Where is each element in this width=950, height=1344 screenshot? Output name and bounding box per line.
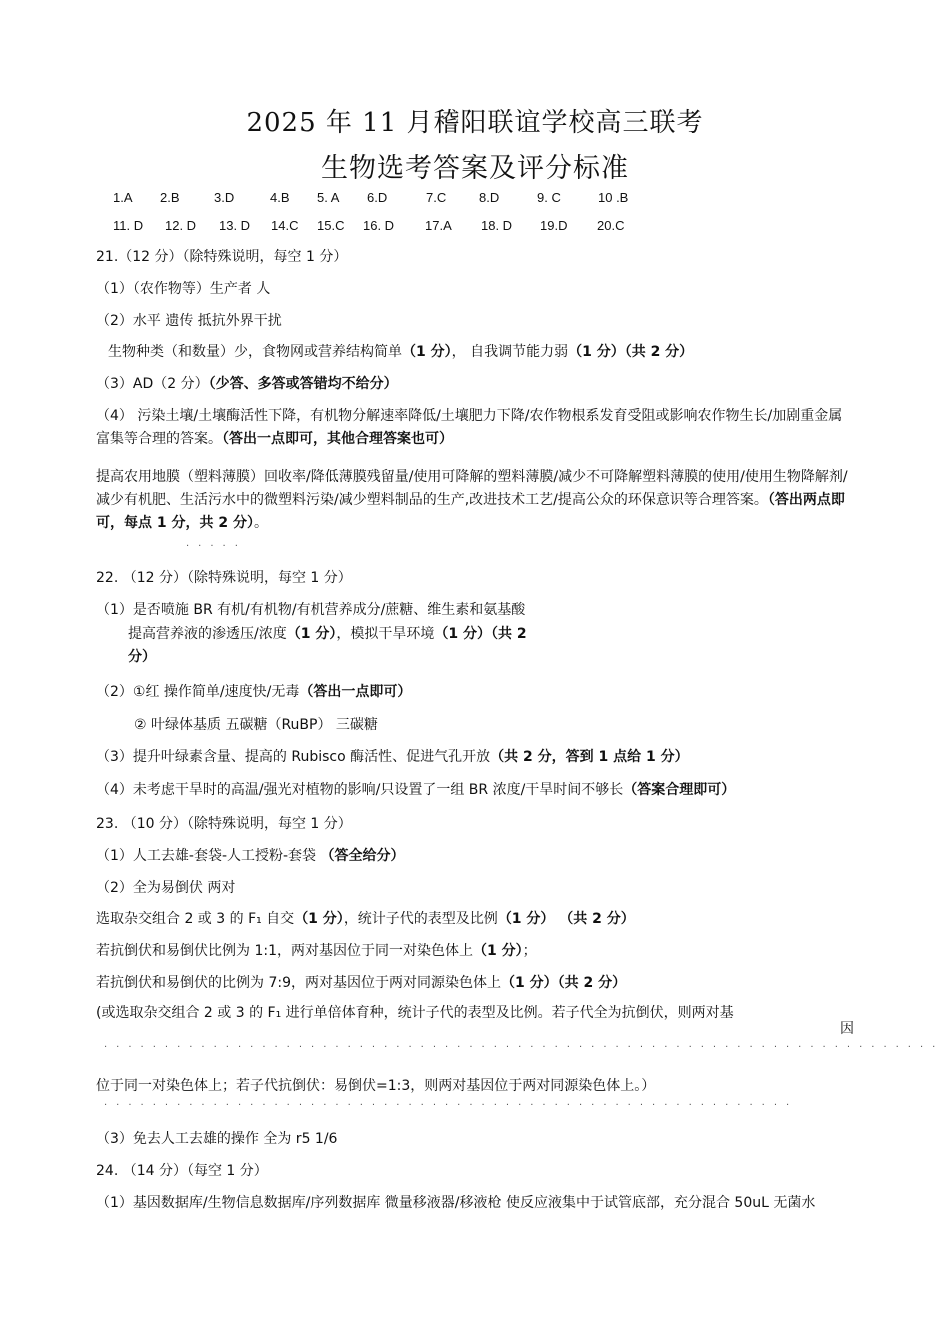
q24-header: 24. （14 分）（每空 1 分） (96, 1163, 268, 1179)
answer-item: 7.C (426, 190, 447, 205)
q23-part3: （3）免去人工去雄的操作 全为 r5 1/6 (96, 1131, 338, 1147)
q21-header: 21.（12 分）（除特殊说明，每空 1 分） (96, 249, 348, 265)
q23-part2: （2）全为易倒伏 两对 (96, 880, 236, 896)
q23-part2-result1: 若抗倒伏和易倒伏比例为 1:1，两对基因位于同一对染色体上（1 分）； (96, 943, 537, 959)
q21-part2-explanation: 生物种类（和数量）少，食物网或营养结构简单（1 分）， 自我调节能力弱（1 分）（共 2 分） (108, 344, 694, 360)
answer-item: 3.D (214, 190, 235, 205)
emphasis-dots: ····· (186, 541, 247, 552)
q23-part2-alternative-cont: 位于同一对染色体上；若子代抗倒伏：易倒伏=1:3，则两对基因位于两对同源染色体上。） (96, 1078, 656, 1094)
answer-item: 9. C (537, 190, 561, 205)
answer-item: 6.D (367, 190, 388, 205)
answer-item: 12. D (165, 218, 197, 233)
q21-part1: （1）（农作物等）生产者 人 (96, 281, 271, 297)
page-subtitle: 生物选考答案及评分标准 (321, 153, 629, 184)
answer-item: 18. D (481, 218, 513, 233)
answer-item: 10 .B (598, 190, 629, 205)
q23-part2-result2: 若抗倒伏和易倒伏的比例为 7:9，两对基因位于两对同源染色体上（1 分）（共 2 分） (96, 975, 627, 991)
q22-part2: （2）①红 操作简单/速度快/无毒（答出一点即可） (96, 684, 412, 700)
answer-item: 17.A (425, 218, 452, 233)
q22-part4: （4）未考虑干旱时的高温/强光对植物的影响/只设置了一组 BR 浓度/干旱时间不够长（答案合理即可） (96, 782, 736, 798)
emphasis-dots: ························································· (104, 1100, 799, 1111)
q21-part4: （4） 污染土壤/土壤酶活性下降，有机物分解速率降低/土壤肥力下降/农作物根系发育受阻或影响农作物生长/加剧重金属富集等合理的答案。（答出一点即可，其他合理答案也可） (96, 408, 843, 447)
q22-part3: （3）提升叶绿素含量、提高的 Rubisco 酶活性、促进气孔开放（共 2 分，答到 1 点给 1 分） (96, 749, 689, 765)
q24-part1: （1）基因数据库/生物信息数据库/序列数据库 微量移液器/移液枪 使反应液集中于试管底部，充分混合 50uL 无菌水 (96, 1195, 816, 1211)
answer-item: 13. D (219, 218, 251, 233)
q22-part1: （1）是否喷施 BR 有机/有机物/有机营养成分/蔗糖、维生素和氨基酸 (96, 602, 526, 618)
q23-header: 23. （10 分）（除特殊说明，每空 1 分） (96, 816, 352, 832)
q23-part1: （1）人工去雄-套袋-人工授粉-套袋 （答全给分） (96, 848, 405, 864)
emphasis-dots: ····································································· (104, 1042, 945, 1053)
q21-part3: （3）AD（2 分）（少答、多答或答错均不给分） (96, 376, 398, 392)
answer-item: 11. D (113, 218, 144, 233)
answer-item: 16. D (363, 218, 395, 233)
answer-item: 20.C (597, 218, 625, 233)
answer-item: 5. A (317, 190, 340, 205)
answer-item: 1.A (113, 190, 133, 205)
q22-header: 22. （12 分）（除特殊说明，每空 1 分） (96, 570, 352, 586)
page-title: 2025 年 11 月稽阳联谊学校高三联考 (246, 108, 704, 138)
q22-part2-sub: ② 叶绿体基质 五碳糖（RuBP） 三碳糖 (134, 717, 378, 733)
q21-part2: （2）水平 遗传 抵抗外界干扰 (96, 313, 282, 329)
q22-part1-reason: 提高营养液的渗透压/浓度（1 分），模拟干旱环境（1 分）（共 2 (128, 626, 527, 642)
q21-part4-measures: 提高农用地膜（塑料薄膜）回收率/降低薄膜残留量/使用可降解的塑料薄膜/减少不可降解塑料薄膜的使用/使用生物降解剂/减少有机肥、生活污水中的微塑料污染/减少塑料制品的生产,改进技术工艺/提高公众的环保意识等合理答案。（答出两点即可，每点 1 分，共 2 分）。 (96, 469, 848, 531)
q22-part1-reason-end: 分） (128, 649, 156, 665)
answer-item: 2.B (160, 190, 180, 205)
answer-item: 14.C (271, 218, 299, 233)
q23-part2-alternative: (或选取杂交组合 2 或 3 的 F₁ 进行单倍体育种，统计子代的表型及比例。若子代全为抗倒伏，则两对基 (96, 1005, 734, 1021)
answer-item: 19.D (540, 218, 568, 233)
q23-part2-alternative-wrap: 因 (840, 1021, 854, 1037)
q23-part2-method: 选取杂交组合 2 或 3 的 F₁ 自交（1 分），统计子代的表型及比例（1 分） （共 2 分） (96, 911, 635, 927)
answer-item: 8.D (479, 190, 500, 205)
answer-item: 4.B (270, 190, 290, 205)
answer-item: 15.C (317, 218, 345, 233)
